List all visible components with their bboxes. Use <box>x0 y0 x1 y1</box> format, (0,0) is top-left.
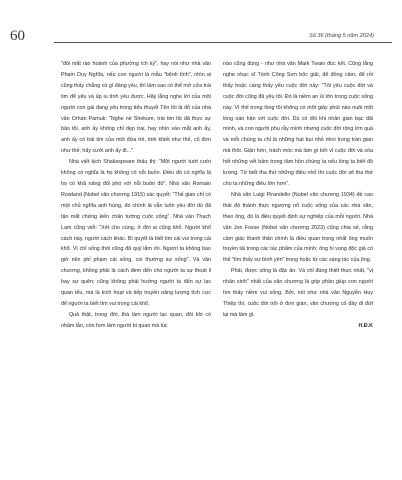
right-paragraph-1: nào cũng đúng - như nhà văn Mark Twain đúc kết. Cũng lắng nghe nhạc sĩ Trịnh Công Sơn bộc giãi, để đồng cảm, để rồi thấy hoặc càng thấy yêu cuộc đời này: "Tôi yêu cuộc đời và cuộc đời cũng đã yêu tôi. Đó là niềm an ủi lớn trong cuộc sống này. Vì thế trong lòng tôi không có một giây phút nào nuôi một lòng oán hận với cuộc đời. Dù có đôi khi nhân gian bạc đãi mình, và con người phụ rẫy mình nhưng cuộc đời rộng lớn quá và mỗi chúng ta chỉ là những hạt bụi nhỏ nhoi trong trần gian mà thôi. Giận hờn, trách móc mà làm gì bởi vì cuộc đời và xóa hết những vết bầm trong tâm hồn chúng ta nếu lòng ta biết độ lượng. Từ biết tha thứ những điều nhỏ thì cuộc đời sẽ tha thứ cho ta những điều lớn hơn". <box>223 61 373 187</box>
left-paragraph-1: "đôi mắt rào hoành của phường ích kỷ", hay nói như nhà văn Phạm Duy Nghĩa, nếu con người là mẫu "bệnh tính", nhìn ai cũng thấy chẳng có gì đáng yêu, thì làm sao có thể mở cửa trái tim để yêu và ấp iu tình yêu được. Hãy lắng nghe lời của một người con gái đang yêu trong tiểu thuyết Tên tôi là đỏ của nhà văn Orhan Pamuk: "Nghe nè Shekure, trái tim tôi đã thực sự bảo tôi, anh ấy không chỉ đẹp trai, hay nhìn vào mắt anh ấy, anh ấy có trái tim của một đứa trẻ, tinh khiết như thế, cô đơn như thế; hãy cưới anh ấy đi...". <box>61 61 211 155</box>
page-number: 60 <box>10 28 25 44</box>
right-paragraph-3: Phải, được sống là đặc ân. Và chỉ đúng thiết thực nhất, "vị nhân sinh" nhất của văn chương là góp phần giúp con người tìm thấy niềm vui sống. Bởi, nói như nhà văn Nguyễn Huy Thiệp thì, cuộc đời trôi ở đơn giản, văn chương có đầy đi đứt lại mà làm gì. <box>223 268 373 318</box>
left-paragraph-2: Nhà viết kịch Shakespeare thấu thị: "Một người tuớt cười không có nghĩa là họ không có nỗi buồn. Điều đó có nghĩa là họ có khả năng đối phó với nỗi buồn đó". Nhà văn Romain Rowland (Nobel văn chương 1915) xác quyết: "Thế gian chỉ có một chủ nghĩa anh hùng, đó chính là vẫn luôn yêu đời dù đã tận mắt chứng kiến chân tướng cuộc sống". Nhà văn Thạch Lam cũng viết: "Xét cho cùng, ở đời ai cũng khổ. Người khổ cách này, người cách khác. Bí quyết là biết tìm cái vui trong cái khổ. Vì chỉ sống thôi cũng đã quý lắm rồi. Người ta không bao giờ nên phỉ phạm cái sống, coi thường sự sống". Và văn chương, không phải là cách đem đến cho người ta sự thoát li hay sự quên; cũng không phải hướng người ta đến sự lạc quan tếu, mà là kích hoạt và tiếp truyền năng lượng tích cực để người ta biết tìm vui trong cái khổ. <box>61 159 211 307</box>
header-divider <box>54 42 392 43</box>
right-column <box>223 59 373 332</box>
left-column <box>61 59 211 332</box>
issue-label: Số 36 (tháng 5 năm 2024) <box>309 33 374 39</box>
right-paragraph-2: Nhà văn Luigi Pirandello (Nobel văn chương 1934) đề cao thái độ thành thực ngượng nỗ cuộc sống của các nhà văn, theo ông, đó là điều quyết định sự nghiệp của mỗi người. Nhà văn Jon Fosse (Nobel văn chương 2023) cũng chia sẻ, rằng cảm giác thanh thản chính là điều quan trọng nhất ông muốn truyền tải trong các tác phẩm của mình; ông hi vọng độc giả có thể "tìm thấy sự bình yên" trong hoặc từ các sáng tác của ông. <box>223 191 373 264</box>
left-paragraph-3: Quả thật, trong đời, thà làm người lạc quan, đôi khi có nhầm lẫn, còn hơn làm người bi quan mà lúc <box>61 311 211 329</box>
author-signature: H.Đ.K <box>358 322 373 329</box>
